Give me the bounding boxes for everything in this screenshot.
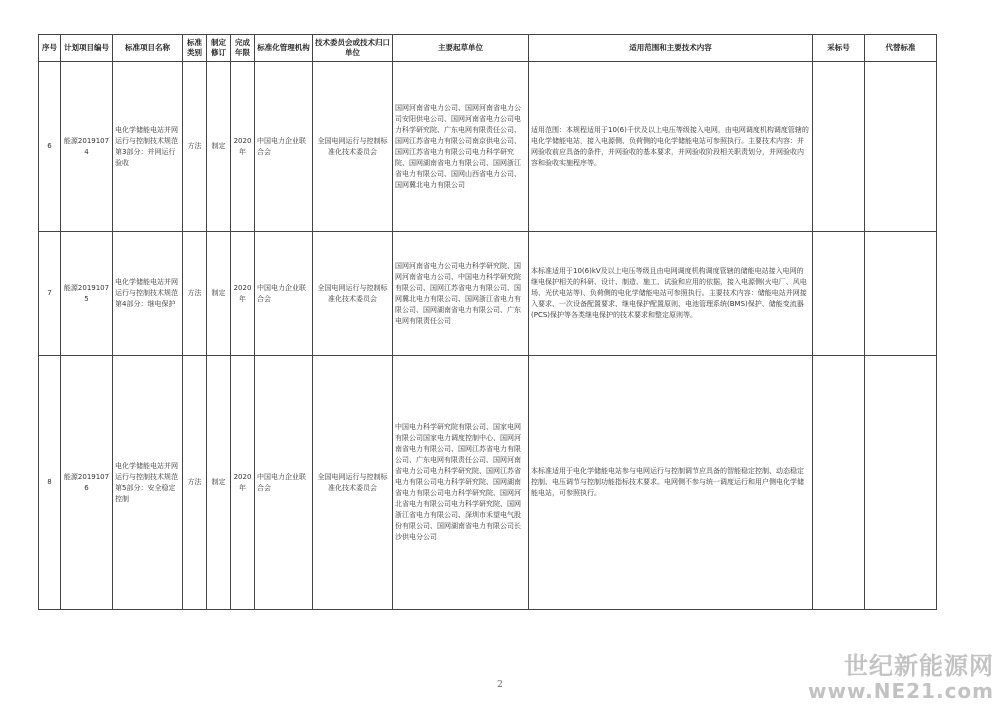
table-row: [39, 232, 937, 356]
cell-plan-no: 能源20191075: [61, 232, 113, 356]
cell-revision: 制定: [207, 356, 231, 610]
header-deadline: 完成年限: [231, 35, 255, 62]
cell-category: 方法: [183, 356, 207, 610]
cell-org: 中国电力企业联合会: [255, 232, 313, 356]
watermark: [808, 652, 994, 702]
cell-plan-no: 能源20191076: [61, 356, 113, 610]
cell-plan-no: 能源20191074: [61, 62, 113, 232]
cell-adopt: [813, 232, 865, 356]
header-units: 主要起草单位: [393, 35, 529, 62]
cell-name: 电化学储能电站并网运行与控制技术规范第5部分：安全稳定控制: [113, 356, 183, 610]
cell-committee: 全国电网运行与控制标准化技术委员会: [313, 232, 393, 356]
header-adopt: 采标号: [813, 35, 865, 62]
cell-deadline: 2020年: [231, 62, 255, 232]
cell-replace: [865, 356, 937, 610]
header-name: 标准项目名称: [113, 35, 183, 62]
cell-replace: [865, 62, 937, 232]
table-row: [39, 62, 937, 232]
cell-category: 方法: [183, 62, 207, 232]
header-seq: 序号: [39, 35, 61, 62]
cell-committee: 全国电网运行与控制标准化技术委员会: [313, 62, 393, 232]
header-committee: 技术委员会或技术归口单位: [313, 35, 393, 62]
cell-units: 中国电力科学研究院有限公司、国家电网有限公司国家电力调度控制中心、国网河南省电力有限公司、国网江苏省电力有限公司、广东电网有限责任公司、国网河南省电力公司电力科学研究院、国网江苏省电力有限公司电力科学研究院、国网湖南省电力有限公司电力科学研究院、国网河北省电力有限公司电力科学研究院、国网浙江省电力有限公司、深圳市禾望电气股份有限公司、国网湖南省电力有限公司长沙供电分公司: [393, 356, 529, 610]
page-number: 2: [497, 680, 503, 690]
header-scope: 适用范围和主要技术内容: [529, 35, 813, 62]
cell-adopt: [813, 356, 865, 610]
cell-scope: 适用范围：本规程适用于10(6)千伏及以上电压等级接入电网，由电网调度机构调度管辖的电化学储能电站，接入电源侧、负荷侧的电化学储能电站可参照执行。主要技术内容：并网验收前应具备的条件，并网验收的基本要求，并网验收阶段相关职责划分，并网验收内容和验收实施程序等。: [529, 62, 813, 232]
cell-units: 国网河南省电力公司电力科学研究院、国网河南省电力公司、中国电力科学研究院有限公司、国网江苏省电力有限公司、国网冀北电力有限公司、国网浙江省电力有限公司、国网湖南省电力有限公司、广东电网有限责任公司: [393, 232, 529, 356]
watermark-title: 世纪新能源网: [844, 652, 994, 680]
cell-committee: 全国电网运行与控制标准化技术委员会: [313, 356, 393, 610]
cell-org: 中国电力企业联合会: [255, 356, 313, 610]
watermark-url: www.NE21.com: [807, 679, 994, 703]
table-row: [39, 356, 937, 610]
cell-adopt: [813, 62, 865, 232]
cell-deadline: 2020年: [231, 356, 255, 610]
header-revision: 制定修订: [207, 35, 231, 62]
cell-scope: 本标准适用于电化学储能电站参与电网运行与控制调节应具备的智能稳定控制、动态稳定控制、电压调节与控制功能指标技术要求。电网侧不参与统一调度运行和用户侧电化学储能电站，可参照执行。: [529, 356, 813, 610]
cell-name: 电化学储能电站并网运行与控制技术规范第4部分：继电保护: [113, 232, 183, 356]
cell-seq: 6: [39, 62, 61, 232]
header-org: 标准化管理机构: [255, 35, 313, 62]
standards-table: [38, 34, 937, 610]
table-header-row: [39, 35, 937, 62]
cell-revision: 制定: [207, 232, 231, 356]
cell-name: 电化学储能电站并网运行与控制技术规范第3部分：并网运行验收: [113, 62, 183, 232]
header-replace: 代替标准: [865, 35, 937, 62]
header-category: 标准类别: [183, 35, 207, 62]
cell-seq: 8: [39, 356, 61, 610]
cell-seq: 7: [39, 232, 61, 356]
cell-org: 中国电力企业联合会: [255, 62, 313, 232]
cell-scope: 本标准适用于10(6)kV及以上电压等级且由电网调度机构调度管辖的储能电站接入电网的继电保护相关的科研、设计、制造、施工、试验和应用的依据，接入电源侧(火电厂、风电场、光伏电站等)、负荷侧的电化学储能电站可参照执行。主要技术内容：储能电站并网接入要求、一次设备配置要求、继电保护配置原则、电池管理系统(BMS)保护、储能变流器(PCS)保护等各类继电保护的技术要求和整定原则等。: [529, 232, 813, 356]
cell-deadline: 2020年: [231, 232, 255, 356]
cell-units: 国网河南省电力公司、国网河南省电力公司安阳供电公司、国网河南省电力公司电力科学研究院、广东电网有限责任公司、国网江苏省电力有限公司南京供电公司、国网江苏省电力有限公司电力科学研究院、国网湖南省电力有限公司、国网浙江省电力有限公司、国网山西省电力公司、国网冀北电力有限公司: [393, 62, 529, 232]
cell-revision: 制定: [207, 62, 231, 232]
cell-category: 方法: [183, 232, 207, 356]
cell-replace: [865, 232, 937, 356]
header-plan-no: 计划项目编号: [61, 35, 113, 62]
